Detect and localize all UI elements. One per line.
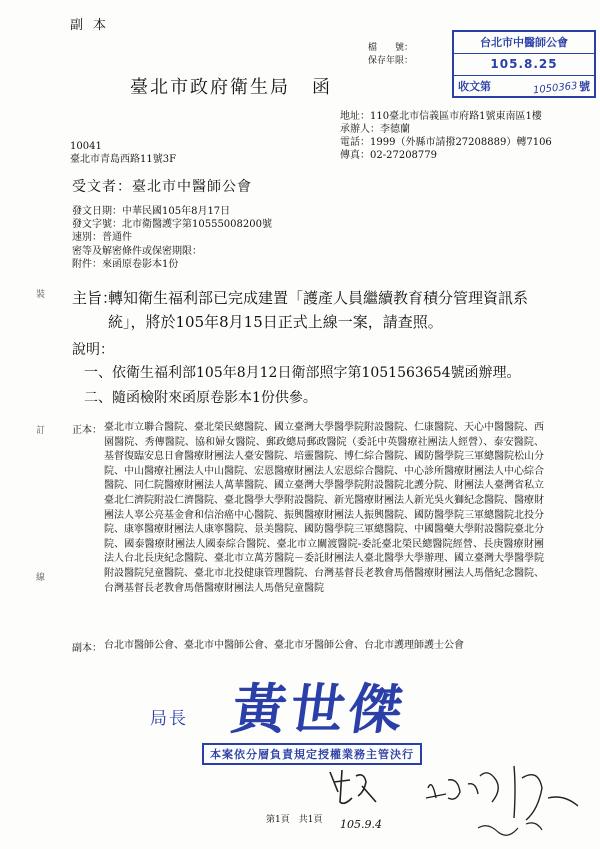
stamp-handwritten-no: 1050363 <box>533 80 579 97</box>
svg-text:黃世傑: 黃世傑 <box>228 677 411 741</box>
director-signature-stamp <box>205 670 445 742</box>
handwritten-approval-scribble <box>418 758 588 846</box>
doc-type: 函 <box>312 77 332 98</box>
delegation-stamp: 本案依分層負責規定授權業務主管決行 <box>202 743 422 765</box>
cc-main-text: 臺北市立聯合醫院、臺北榮民總醫院、國立臺灣大學醫學院附設醫院、仁康醫院、天心中醫醫院、西園醫院、秀傳醫院、協和婦女醫院、郵政總局郵政醫院（委託中英醫療社團法人經營）、泰安醫院、基督復臨安息日會醫療財團法人臺安醫院、培靈醫院、博仁綜合醫院、國防醫學院三軍總醫院松山分院、中山醫療社團法人中山醫院、宏恩醫療財團法人宏恩綜合醫院、中心診所醫療財團法人中心綜合醫院、同仁院醫療財團法人萬華醫院、國立臺灣大學醫學院附設醫院北護分院、財團法人臺灣省私立臺北仁濟院附設仁濟醫院、臺北醫學大學附設醫院、新光醫療財團法人新光吳火獅紀念醫院、醫療財團法人辜公亮基金會和信治癌中心醫院、振興醫療財團法人振興醫院、國防醫學院三軍總醫院北投分院、康寧醫療財團法人康寧醫院、景美醫院、國防醫學院三軍總醫院、中國醫藥大學附設醫院臺北分院、國泰醫療財團法人國泰綜合醫院、臺北市立關渡醫院-委託臺北榮民總醫院經營、長庚醫療財團法人台北長庚紀念醫院、臺北市立萬芳醫院－委託財團法人臺北醫學大學辦理、國立臺灣大學醫學院附設醫院兒童醫院、臺北市北投健康管理醫院、台灣基督長老教會馬偕醫療財團法人馬偕紀念醫院、台灣基督長老教會馬偕醫療財團法人馬偕兒童醫院 <box>104 422 544 594</box>
cc-copy-text: 台北市醫師公會、臺北市中醫師公會、臺北市牙醫師公會、台北市護理師護士公會 <box>104 640 464 651</box>
issuer-name: 臺北市政府衛生局 <box>130 77 290 98</box>
director-title: 局長 <box>150 709 188 729</box>
contact-address: 地址：110臺北市信義區市府路1號東南區1樓 <box>340 111 542 122</box>
stamp-date: 105.8.25 <box>454 54 594 76</box>
meta-speed: 速別：普通件 <box>72 232 132 244</box>
explanation-label: 說明： <box>72 342 114 358</box>
binding-mark: 訂 <box>36 426 46 436</box>
contact-phone: 電話：1999（外縣市請撥27208889）轉7106 <box>340 137 552 148</box>
archive-no-label: 檔 號： <box>368 43 414 53</box>
meta-date: 發文日期：中華民國105年8月17日 <box>72 206 231 217</box>
binding-mark: 線 <box>36 573 46 583</box>
cc-main-label: 正本： <box>72 425 102 436</box>
subject <box>72 286 562 334</box>
copy-mark: 副本 <box>70 18 117 33</box>
meta-classification: 密等及解密條件或保密期限： <box>72 245 202 257</box>
page-footer: 第1頁 共1頁 <box>266 815 323 825</box>
stamp-org: 台北市中醫師公會 <box>454 32 594 54</box>
retention-label: 保存年限： <box>368 56 414 66</box>
handwritten-initials-signature <box>320 762 390 822</box>
recipient-street: 臺北市青島西路11號3F <box>70 154 177 165</box>
page-title <box>130 73 332 99</box>
handwritten-date: 105.9.4 <box>340 818 382 831</box>
contact-fax: 傳真：02-27208779 <box>340 150 438 161</box>
stamp-receipt-suffix: 號 <box>579 80 590 93</box>
meta-ref-no: 發文字號：北市衛醫護字第10555008200號 <box>72 219 272 231</box>
explanation-item: 二、隨函檢附來函原卷影本1份供參。 <box>84 390 317 406</box>
doc-meta <box>72 205 272 271</box>
explanation-item: 一、依衛生福利部105年8月12日衛部照字第1051563654號函辦理。 <box>84 365 521 381</box>
subject-label: 主旨： <box>72 289 118 307</box>
contact-handler: 承辦人：李德蘭 <box>340 124 410 135</box>
cc-copy-label: 副本： <box>72 643 102 654</box>
recipient: 受文者：臺北市中醫師公會 <box>72 179 252 195</box>
binding-mark: 裝 <box>36 290 46 300</box>
recipient-zip: 10041 <box>70 141 102 152</box>
recipient-address <box>70 140 176 166</box>
receipt-stamp <box>452 30 596 98</box>
subject-text: 轉知衛生福利部已完成建置「護產人員繼續教育積分管理資訊系統」，將於105年8月15日正式上線一案，請查照。 <box>108 289 529 331</box>
stamp-receipt-label: 收文第 <box>458 80 491 93</box>
contact-block <box>340 110 570 162</box>
meta-attachment: 附件：來函原卷影本1份 <box>72 258 179 270</box>
